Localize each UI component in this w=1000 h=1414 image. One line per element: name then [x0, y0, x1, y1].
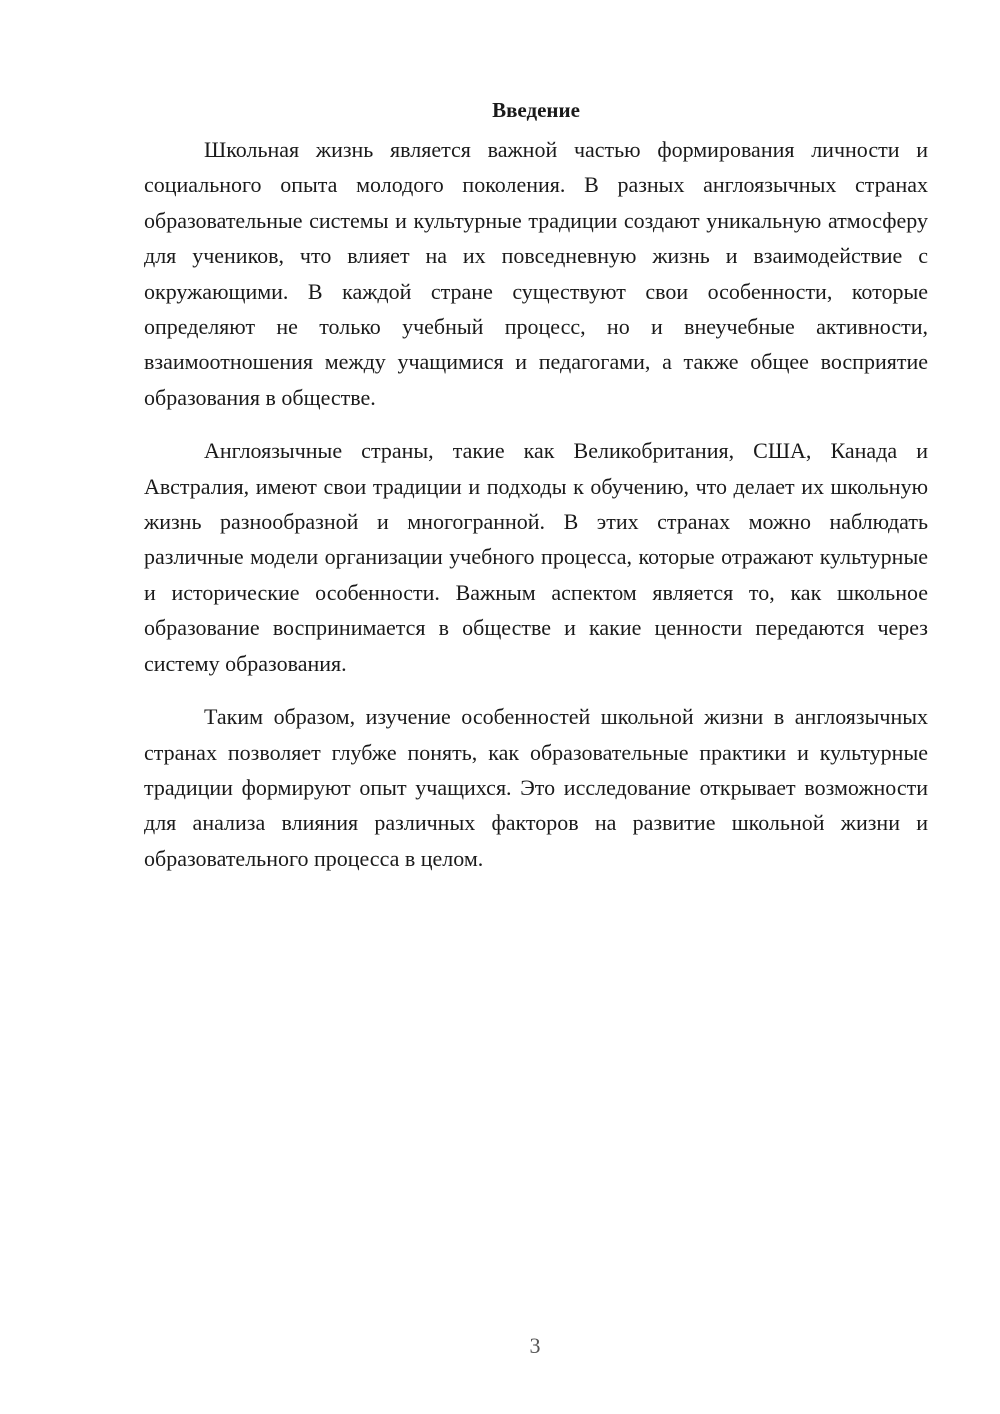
page-number: 3 [529, 1333, 541, 1358]
paragraph-3: Таким образом, изучение особенностей школьной жизни в англоязычных странах позволяет глубже понять, как образовательные практики и культурные традиции формируют опыт учащихся. Это исследование открывает возможности для анализа влияния различных факторов на развитие школьной жизни и образовательного процесса в целом. [144, 704, 928, 871]
paragraph-1: Школьная жизнь является важной частью формирования личности и социального опыта молодого поколения. В разных англоязычных странах образовательные системы и культурные традиции создают уникальную атмосферу для учеников, что влияет на их повседневную жизнь и взаимодействие с окружающими. В каждой стране существуют свои особенности, которые определяют не только учебный процесс, но и внеучебные активности, взаимоотношения между учащимися и педагогами, а также общее восприятие образования в обществе. [144, 137, 928, 410]
section-title: Введение [492, 98, 580, 122]
document-body [144, 92, 928, 894]
paragraph-2: Англоязычные страны, такие как Великобритания, США, Канада и Австралия, имеют свои традиции и подходы к обучению, что делает их школьную жизнь разнообразной и многогранной. В этих странах можно наблюдать различные модели организации учебного процесса, которые отражают культурные и исторические особенности. Важным аспектом является то, как школьное образование воспринимается в обществе и какие ценности передаются через систему образования. [144, 438, 928, 676]
